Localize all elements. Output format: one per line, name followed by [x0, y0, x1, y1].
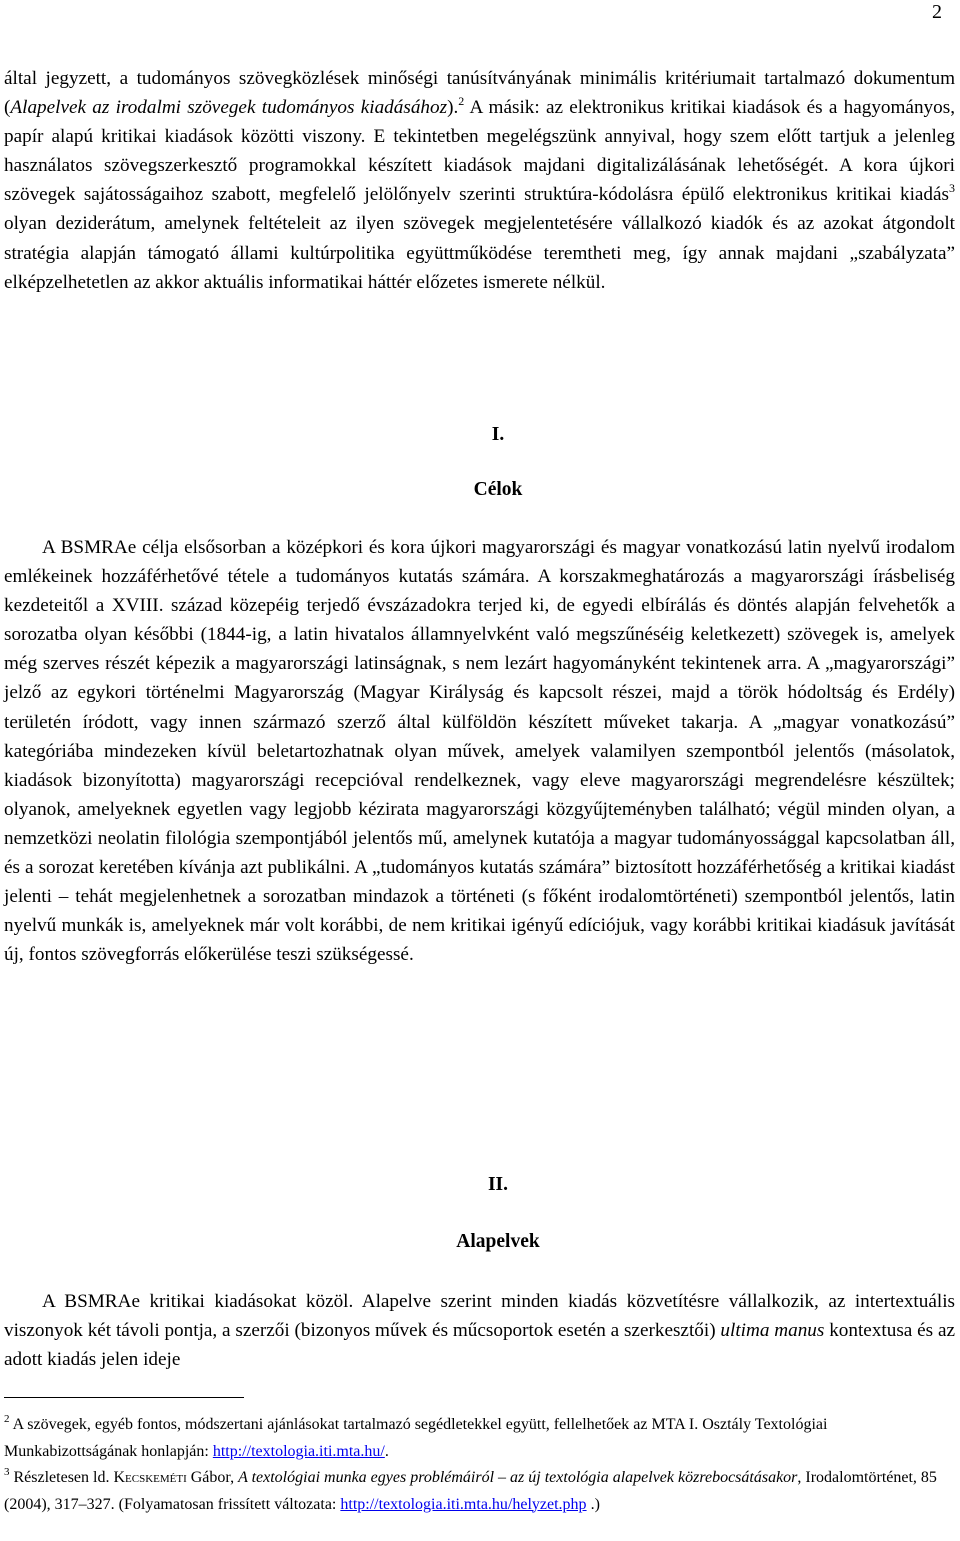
article-title: A textológiai munka egyes problémáiról – az új textológia alapelvek közrebocsátásakor [238, 1469, 798, 1486]
footnote-ref-3[interactable]: 3 [949, 181, 955, 196]
footnote-separator [4, 1397, 244, 1398]
para1-text-1: által jegyzett, a tudományos szövegközlések minőségi tanúsítványának minimális kritériumait tartalmazó dokumentum ( [4, 68, 955, 119]
footnote-2-text: A szövegek, egyéb fontos, módszertani ajánlásokat tartalmazó segédletekkel együtt, fellelhetőek az MTA I. Osztály Textológiai Munkabizottságának honlapján: [4, 1416, 828, 1460]
celok-paragraph: A BSMRAe célja elsősorban a középkori és kora újkori magyarországi és magyar vonatkozású latin nyelvű irodalom emlékeinek hozzáférhetővé tétele a tudományos kutatás számára. A korszakmeghatározás a magyarországi írásbeliség kezdeteitől a XVIII. század közepéig terjedő évszázadokra terjed ki, de egyedi elbírálás és döntés alapján felvehetők a sorozatba olyan későbbi (1844-ig, a latin hivatalos államnyelvként való megszűnéséig keletkezett) szövegek is, amelyek még szerves részét képezik a magyarországi latinságnak, s nem lezárt hagyományként tekintenek arra. A „magyarországi” jelző az egykori történelmi Magyarország (Magyar Királyság és kapcsolt részei, majd a török hódoltság és Erdély) területén íródott, vagy innen származó szerző által külföldön készített műveket takarja. A „magyar vonatkozású” kategóriába mindezeken kívül beletartozhatnak olyan művek, amelyek valamilyen szempontból jelentős (másolatok, kiadások bizonyította) magyarországi recepcióval rendelkeznek, vagy eleve magyarországi megrendelésre készültek; olyanok, amelyeknek egyetlen vagy legjobb kézirata magyarországi közgyűjteményben található; végül minden olyan, a nemzetközi neolatin filológia szempontjából jelentős mű, amelynek kutatója a magyar tudományossággal kapcsolatban áll, és a sorozat keretében kívánja azt publikálni. A „tudományos kutatás számára” biztosított hozzáférhetőség a kritikai kiadást jelenti – tehát megjelenhetnek a sorozatban mindazok a történeti (s főként irodalomtörténeti) szempontból jelentős, latin nyelvű munkák is, amelyeknek már volt korábbi, de nem kritikai igényű edíciójuk, vagy korábbi kritikai kiadásuk javítását új, fontos szövegforrás előkerülése teszi szükségessé. [4, 537, 955, 966]
section-1-title: Célok [473, 479, 523, 500]
section-2-number: II. [487, 1174, 509, 1195]
footnote-2 [4, 1412, 955, 1465]
footnote-2-number: 2 [4, 1413, 10, 1425]
para1-text-4: olyan deziderátum, amelynek feltételeit az ilyen szövegek megjelentetésére vállalkozó kiadók és az azokat átgondolt stratégia alapján támogató állami kultúrpolitika együttműködése teremtheti meg, így annak majdani „szabályzata” elképzelhetetlen az akkor aktuális informatikai háttér előzetes ismerete nélkül. [4, 213, 955, 293]
ultima-manus: ultima manus [720, 1320, 825, 1342]
footnote-3 [4, 1465, 955, 1518]
helyzet-link[interactable]: http://textologia.iti.mta.hu/helyzet.php [340, 1495, 587, 1513]
author-rest: Gábor, [186, 1469, 239, 1486]
footnote-3-pre: Részletesen ld. [9, 1469, 114, 1486]
footnote-3-mid: , Irodalomtörténet, 85 (2004), 317–327. (Folyamatosan frissített változata: [4, 1469, 937, 1513]
section-1-number: I. [491, 424, 505, 445]
para1-text-3: A másik: az elektronikus kritikai kiadások és a hagyományos, papír alapú kritikai kiadások közötti viszony. E tekintetben megelégszünk annyival, hogy szem előtt tartjuk a jelenleg használatos szövegszerkesztő programokkal készített kiadások majdani digitalizálásának lehetőségét. A kora újkori szövegek sajátosságaihoz szabott, megfelelő jelölőnyelv szerinti struktúra-kódolásra épülő elektronikus kritikai kiadás [4, 97, 955, 206]
para1-text-2: ). [447, 97, 459, 119]
intro-paragraph [4, 64, 955, 297]
author-surname: Kecskeméti [113, 1469, 187, 1486]
footnote-ref-2[interactable]: 2 [458, 94, 465, 109]
alapelvek-title: Alapelvek az irodalmi szövegek tudományos kiadásához [10, 97, 448, 119]
section-2-title: Alapelvek [456, 1231, 540, 1252]
alapelvek-paragraph [4, 1287, 955, 1374]
page-number: 2 [932, 1, 942, 23]
para3-text-2: kontextusa és az adott kiadás jelen ideje [4, 1320, 955, 1371]
footnote-2-end: . [384, 1442, 389, 1460]
footnotes [4, 1412, 955, 1518]
footnote-3-end: .) [586, 1495, 600, 1513]
para3-text-1: A BSMRAe kritikai kiadásokat közöl. Alapelve szerint minden kiadás közvetítésre vállalkozik, az intertextuális viszonyok két távoli pontja, a szerzői (bizonyos művek és műcsoportok esetén a szerkesztői) [4, 1291, 955, 1342]
textologia-link[interactable]: http://textologia.iti.mta.hu/ [212, 1442, 385, 1460]
footnote-3-number: 3 [4, 1466, 10, 1478]
